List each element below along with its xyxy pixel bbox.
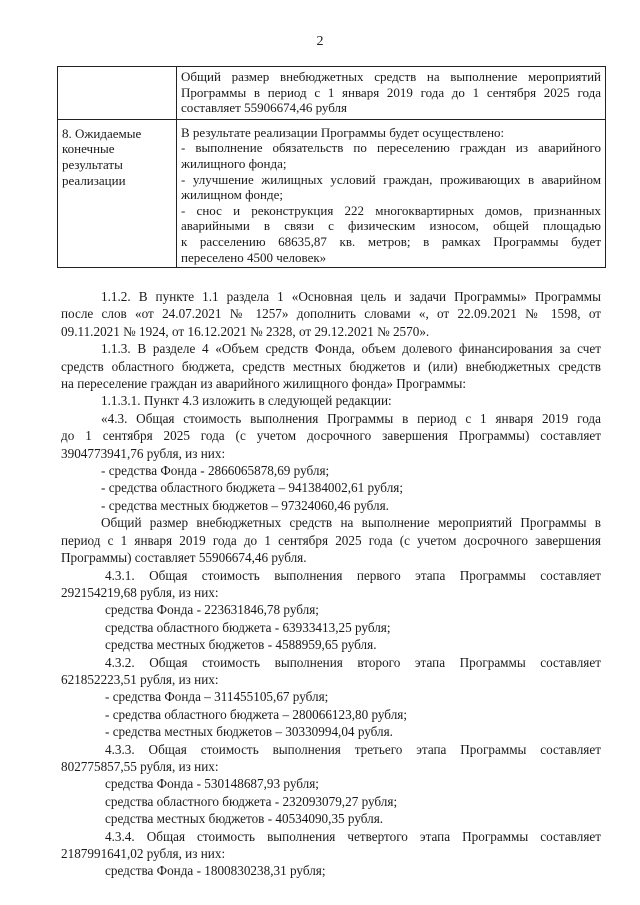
text-line: на переселение граждан из аварийного жилищного фонда» Программы: (61, 376, 467, 392)
text-line: 1.1.3.1. Пункт 4.3 изложить в следующей редакции: (101, 393, 392, 409)
paragraph-4-3-4 (61, 828, 601, 880)
text-line: 1.1.2. В пункте 1.1 раздела 1 «Основная цель и задачи Программы» Программы (101, 289, 601, 304)
list-item: средства областного бюджета - 232093079,27 рубля; (105, 793, 398, 809)
table-label-cell (58, 67, 177, 120)
page-number: 2 (316, 34, 324, 49)
paragraph-4-3-extra (61, 514, 601, 566)
list-item: средства местных бюджетов - 40534090,35 рубля. (105, 811, 384, 827)
text-line: 2187991641,02 рубля, из них: (61, 846, 226, 861)
table-text-line: составляет 55906674,46 рубля (181, 100, 348, 116)
text-line: до 1 сентября 2025 года (с учетом досрочного завершения Программы) составляет (61, 428, 601, 444)
paragraph-4-3 (61, 410, 601, 514)
text-line: Программы) составляет 55906674,46 рубля. (61, 550, 307, 566)
table-text-line: Программы в период с 1 января 2019 года до 1 сентября 2025 года (181, 84, 601, 100)
list-item: - средства Фонда - 2866065878,69 рубля; (101, 463, 330, 479)
table-text-line: В результате реализации Программы будет осуществлено: (181, 124, 505, 140)
list-item: средства областного бюджета - 63933413,25 рубля; (105, 619, 391, 635)
text-line: после слов «от 24.07.2021 № 1257» дополнить словами «, от 22.09.2021 № 1598, от (61, 306, 601, 322)
table-value-cell (177, 119, 606, 267)
text-line: Общий размер внебюджетных средств на выполнение мероприятий Программы в (101, 515, 601, 531)
text-line: 4.3.3. Общая стоимость выполнения третьего этапа Программы составляет (105, 741, 601, 757)
text-line: 802775857,55 рубля, из них: (61, 758, 219, 774)
text-line: средств областного бюджета, средств местных бюджетов и (или) внебюджетных средств (61, 358, 601, 374)
table-text-line: аварийными в связи с физическим износом, общей площадью (181, 218, 601, 234)
list-item: средства местных бюджетов - 4588959,65 рубля. (105, 637, 377, 653)
table-row (58, 67, 606, 120)
program-passport-table (57, 66, 606, 268)
list-item: - средства местных бюджетов – 30330994,04 рубля. (105, 724, 393, 740)
table-label-line: 8. Ожидаемые (62, 125, 142, 141)
text-line: 09.11.2021 № 1924, от 16.12.2021 № 2328, от 29.12.2021 № 2570». (61, 323, 430, 339)
table-value-cell (177, 67, 606, 120)
text-line: «4.3. Общая стоимость выполнения Программы в период с 1 января 2019 года (101, 410, 601, 426)
list-item: средства Фонда - 1800830238,31 рубля; (105, 863, 326, 879)
text-line: 621852223,51 рубля, из них: (61, 671, 219, 687)
list-item: - средства местных бюджетов – 97324060,46 рубля. (101, 497, 389, 513)
table-text-line: - выполнение обязательств по переселению граждан из аварийного (181, 140, 601, 156)
table-label-line: конечные (62, 141, 115, 157)
table-text-line: к расселению 68635,87 кв. метров; в рамках Программы будет (181, 233, 601, 249)
table-row (58, 119, 606, 267)
list-item: - средства областного бюджета – 280066123,80 рубля; (105, 706, 408, 722)
paragraph-4-3-2 (61, 654, 601, 741)
text-line: период с 1 января 2019 года до 1 сентября 2025 года (с учетом досрочного завершения (61, 532, 601, 548)
list-item: - средства Фонда – 311455105,67 рубля; (105, 689, 329, 705)
table-label-line: результаты (62, 156, 123, 172)
text-line: 4.3.1. Общая стоимость выполнения первого этапа Программы составляет (105, 567, 601, 583)
table-label-line: реализации (62, 172, 126, 188)
list-item: средства Фонда - 223631846,78 рубля; (105, 602, 319, 618)
list-item: средства Фонда - 530148687,93 рубля; (105, 776, 319, 792)
list-item: - средства областного бюджета – 941384002,61 рубля; (101, 480, 404, 496)
table-text-line: переселено 4500 человек» (181, 249, 327, 265)
text-line: 3904773941,76 рубля, из них: (61, 445, 226, 461)
text-line: 4.3.4. Общая стоимость выполнения четвертого этапа Программы составляет (105, 828, 601, 844)
paragraph-1-1-3 (61, 340, 601, 392)
text-line: 4.3.2. Общая стоимость выполнения второго этапа Программы составляет (105, 654, 601, 670)
table-text-line: - улучшение жилищных условий граждан, проживающих в аварийном (181, 171, 601, 187)
paragraph-1-1-2 (61, 288, 601, 340)
document-body (61, 288, 601, 880)
paragraph-4-3-1 (61, 567, 601, 654)
text-line: 292154219,68 рубля, из них: (61, 584, 219, 600)
table-text-line: Общий размер внебюджетных средств на выполнение мероприятий (181, 69, 601, 84)
table-label-cell (58, 119, 177, 267)
table-text-line: жилищном фонде; (181, 187, 283, 203)
text-line: 1.1.3. В разделе 4 «Объем средств Фонда, объем долевого финансирования за счет (101, 341, 601, 357)
table-text-line: жилищного фонда; (181, 155, 287, 171)
paragraph-4-3-3 (61, 741, 601, 828)
paragraph-1-1-3-1 (61, 392, 601, 409)
table-text-line: - снос и реконструкция 222 многоквартирных домов, признанных (181, 202, 601, 218)
